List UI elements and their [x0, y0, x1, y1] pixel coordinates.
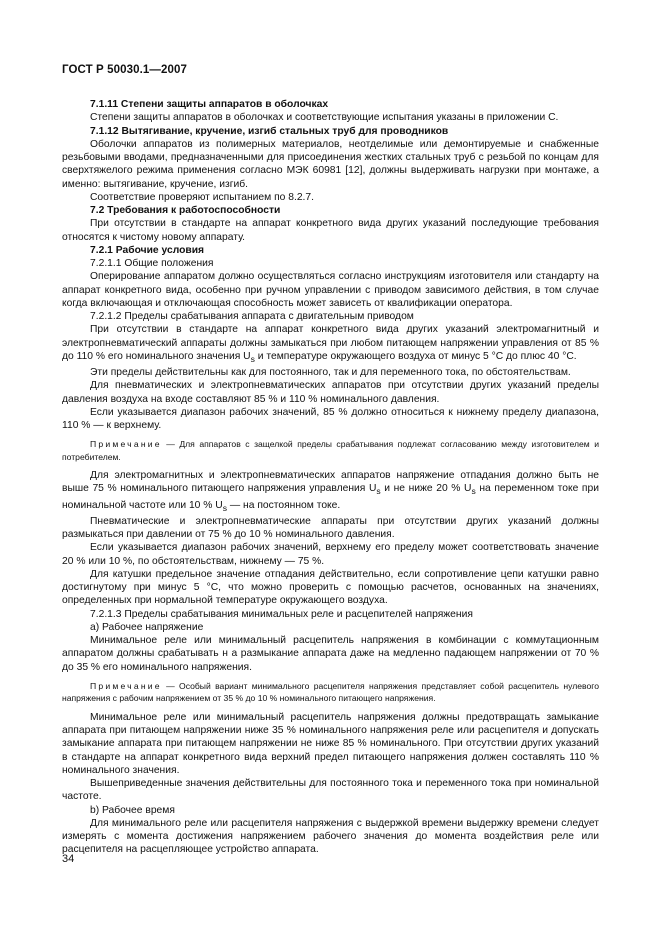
paragraph: Для катушки предельное значение отпадания действительно, если сопротивление цепи катушки равно достигнутому при минус 5 °С, что можно проверить с помощью расчетов, основанных на значениях, определенных при нормальной температуре окружающего воздуха. [62, 568, 599, 607]
paragraph: Если указывается диапазон рабочих значений, 85 % должно относиться к нижнему пределу диапазона, 110 % — к верхнему. [62, 406, 599, 432]
paragraph: Эти пределы действительны как для постоянного, так и для переменного тока, по обстоятельствам. [90, 367, 571, 379]
section-heading: 7.1.11 Степени защиты аппаратов в оболочках [90, 99, 329, 110]
subscript: s [250, 353, 255, 364]
paragraph: Для электромагнитных и электропневматических аппаратов напряжение отпадания должно быть не выше 75 % номинального питающего напряжения управления $U_s$ и не ниже 20 % $U_s$ на переменном токе при номинальной частоте или 10 % $U_s$ — на постоянном токе. [62, 470, 599, 513]
subsection-heading: 7.2.1.2 Пределы срабатывания аппарата с двигательным приводом [90, 311, 414, 322]
section-heading: 7.2 Требования к работоспособности [90, 205, 281, 216]
subsection-heading: 7.2.1.1 Общие положения [90, 258, 214, 269]
paragraph: Для пневматических и электропневматических аппаратов при отсутствии других указаний пределы давления воздуха на входе составляют 85 % и 110 % номинального давления. [62, 380, 599, 405]
paragraph: Степени защиты аппаратов в оболочках и соответствующие испытания указаны в приложении С. [90, 112, 559, 124]
paragraph: Оперирование аппаратом должно осуществляться согласно инструкциям изготовителя или стандарту на аппарат конкретного вида, особенно при ручном управлении с приводом зависимого действия, в том случае когда включающая и отключающая способность может зависеть от квалификации оператора. [62, 271, 599, 309]
paragraph: При отсутствии в стандарте на аппарат конкретного вида других указаний электромагнитный и электропневматический аппараты должны замыкаться при любом питающем напряжении управления от 85 % до 110 % его номинального значения $U_s$ и температуре окружающего воздуха от минус 5 °С до плюс 40 °С. [62, 324, 599, 364]
paragraph: Оболочки аппаратов из полимерных материалов, неотделимые или демонтируемые и снабженные резьбовыми вводами, предназначенными для присоединения жестких стальных труб с резьбой по концам для сверхтяжелого режима применения согласно МЭК 60981 [12], должны выдерживать нагрузки при монтаже, а именно: вытягивание, кручение, изгиб. [62, 138, 599, 190]
list-item: а) Рабочее напряжение [90, 621, 204, 633]
note: Примечание — Особый вариант минимального расцепителя напряжения представляет собой расцепитель нулевого напряжения с рабочим напряжением от 35 % до 10 % номинального питающего напряжения. [62, 680, 599, 704]
document-body [62, 98, 599, 857]
note: Примечание — Для аппаратов с защелкой пределы срабатывания подлежат согласованию между изготовителем и потребителем. [62, 439, 599, 462]
page-number: 34 [62, 853, 75, 865]
standard-header: ГОСТ Р 50030.1—2007 [62, 64, 187, 76]
note-label: Примечание [90, 680, 162, 691]
subsection-heading: 7.2.1.3 Пределы срабатывания минимальных реле и расцепителей напряжения [90, 608, 473, 620]
paragraph: Минимальное реле или минимальный расцепитель напряжения должны предотвращать замыкание аппарата при питающем напряжении ниже 35 % номинального напряжения реле или расцепителя и допускать замыкание аппарата при питающем напряжении не ниже 85 % номинального. При отсутствии других указаний в стандарте на аппарат конкретного вида верхний предел питающего напряжения должен составлять 110 % номинального значения. [62, 711, 599, 776]
paragraph: При отсутствии в стандарте на аппарат конкретного вида других указаний последующие требования относятся к чистому новому аппарату. [62, 218, 599, 243]
list-item: b) Рабочее время [90, 804, 175, 816]
paragraph: Для минимального реле или расцепителя напряжения с выдержкой времени выдержку времени следует измерять с момента достижения напряжением рабочего значения до момента воздействия реле или расцепителя на расцепляющее устройство аппарата. [62, 817, 599, 856]
paragraph: Пневматические и электропневматические аппараты при отсутствии других указаний должны размыкаться при давлении от 75 % до 10 % номинального давления. [62, 515, 599, 541]
paragraph: Вышеприведенные значения действительны для постоянного тока и переменного тока при номинальной частоте. [62, 778, 599, 803]
paragraph: Минимальное реле или минимальный расцепитель напряжения в комбинации с коммутационным аппаратом должны срабатывать н а размыкание аппарата даже на медленно падающем напряжении от 70 % до 35 % его номинального напряжения. [62, 635, 599, 673]
section-heading: 7.1.12 Вытягивание, кручение, изгиб стальных труб для проводников [90, 125, 449, 137]
paragraph: Если указывается диапазон рабочих значений, верхнему его пределу может соответствовать значение 20 % или 10 %, по обстоятельствам, нижнему — 75 %. [62, 542, 599, 567]
note-label: Примечание [90, 439, 162, 450]
paragraph: Соответствие проверяют испытанием по 8.2.7. [90, 191, 314, 203]
section-heading: 7.2.1 Рабочие условия [90, 244, 205, 256]
